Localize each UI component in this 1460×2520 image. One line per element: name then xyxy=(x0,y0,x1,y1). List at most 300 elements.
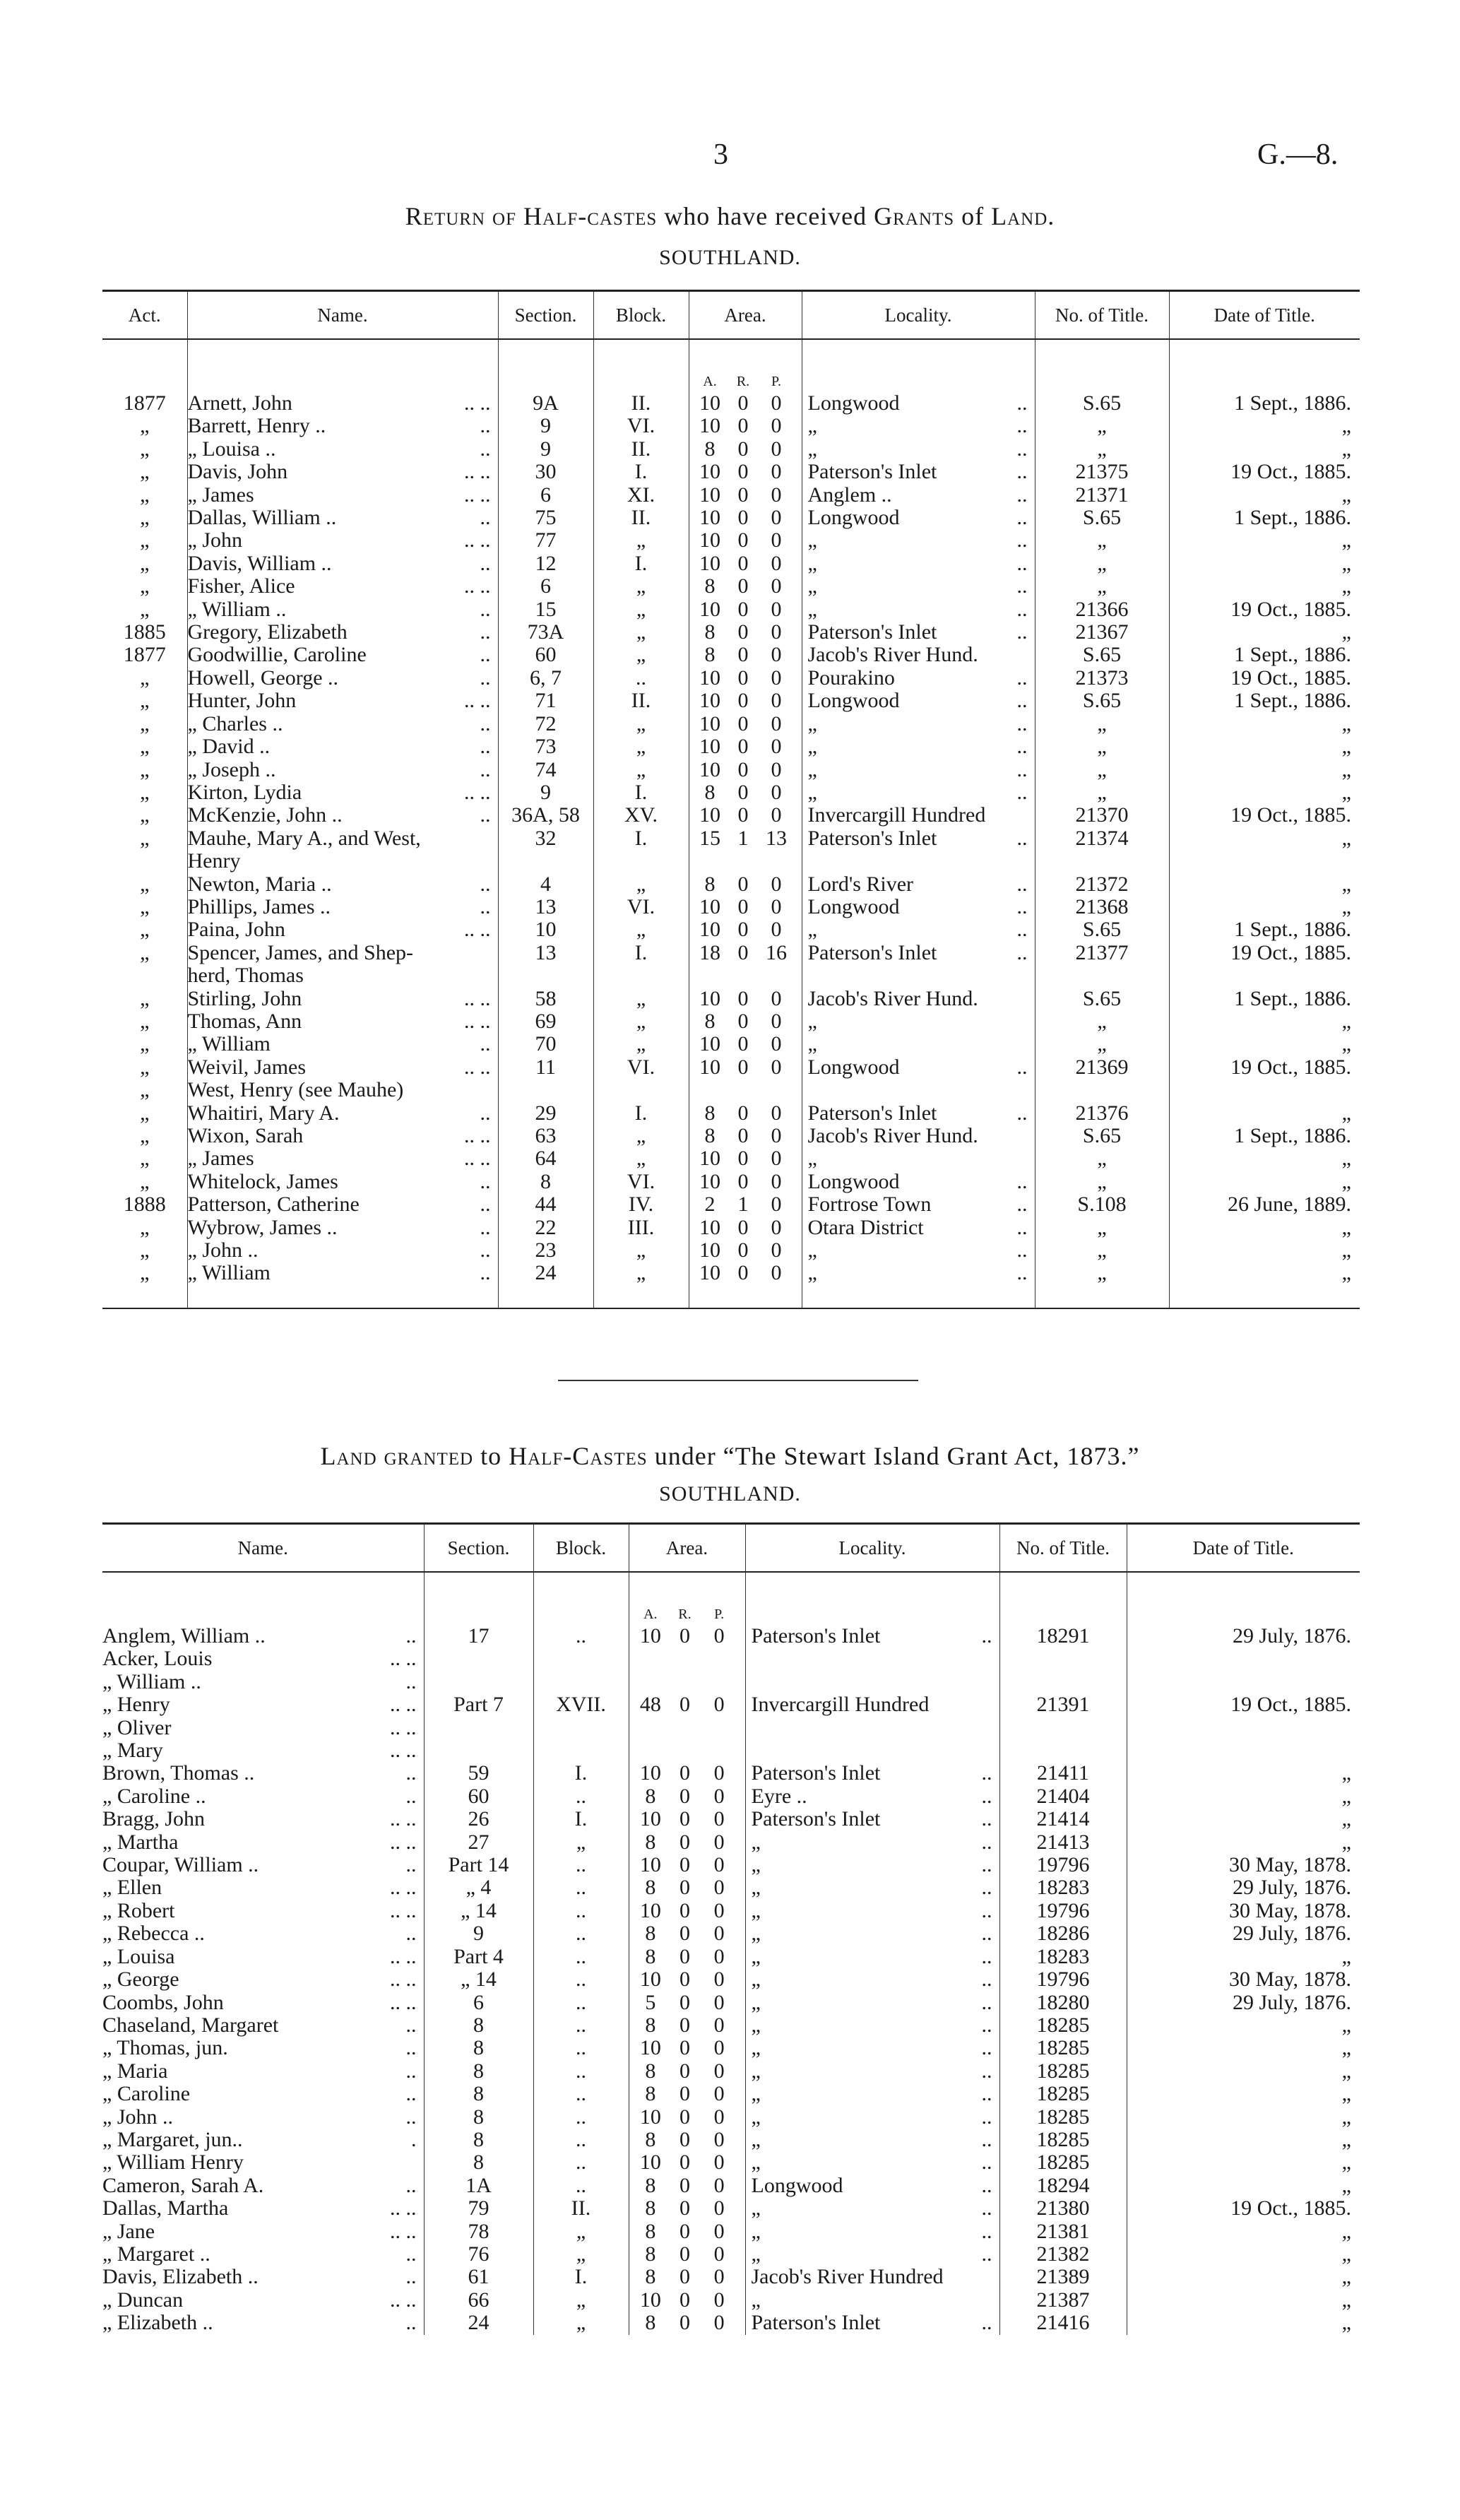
table-row xyxy=(102,964,1360,987)
area-cell xyxy=(689,1217,802,1239)
title-number: 21366 xyxy=(1035,598,1169,621)
table-row xyxy=(102,598,1360,621)
locality-cell xyxy=(745,1762,999,1785)
name-cell xyxy=(102,2220,424,2243)
area-roods: 0 xyxy=(737,415,749,438)
block: .. xyxy=(533,1625,629,1648)
name-cell xyxy=(102,1739,424,1762)
title-date: „ xyxy=(1127,2220,1360,2243)
area-roods: 0 xyxy=(679,2220,690,2243)
locality-cell xyxy=(802,644,1035,666)
title-number: 18285 xyxy=(999,2083,1127,2105)
table-row xyxy=(102,415,1360,437)
area-acres: 5 xyxy=(645,1991,656,2014)
area-cell xyxy=(689,461,802,483)
locality-cell xyxy=(802,667,1035,690)
block: II. xyxy=(593,392,689,415)
area-acres: 8 xyxy=(704,621,716,644)
area-roods: 0 xyxy=(737,781,749,804)
area-cell xyxy=(689,850,802,872)
title-number: 21382 xyxy=(999,2243,1127,2266)
area-perches: 0 xyxy=(771,712,782,735)
area-roods: 0 xyxy=(737,392,749,415)
section: 32 xyxy=(498,827,593,850)
name-cell xyxy=(102,2106,424,2129)
person-name: Bragg, John xyxy=(102,1808,205,1831)
area-acres: 10 xyxy=(639,1854,661,1877)
section: 8 xyxy=(424,2060,533,2083)
name-cell xyxy=(102,2266,424,2288)
name-cell xyxy=(187,1102,498,1125)
area-roods: 1 xyxy=(737,827,749,850)
area-perches: 0 xyxy=(771,621,782,644)
section: 60 xyxy=(498,644,593,666)
table-row xyxy=(102,735,1360,758)
title-date: „ xyxy=(1127,2037,1360,2059)
locality: „ xyxy=(751,2013,761,2037)
title-date: 29 July, 1876. xyxy=(1127,1992,1360,2014)
col-header-title-date: Date of Title. xyxy=(1127,1524,1360,1573)
section: 8 xyxy=(498,1171,593,1193)
locality: Paterson's Inlet xyxy=(807,827,937,850)
table-row xyxy=(102,759,1360,781)
locality-cell xyxy=(802,850,1035,872)
area-perches: 0 xyxy=(713,1991,725,2014)
locality: „ xyxy=(751,1830,761,1854)
name-cell xyxy=(102,1808,424,1830)
area-perches: 0 xyxy=(713,2242,725,2266)
title-number xyxy=(1035,1079,1169,1101)
person-name: Stirling, John xyxy=(187,987,302,1010)
area-perches: 0 xyxy=(771,1010,782,1033)
locality: „ xyxy=(807,735,817,759)
title-date: „ xyxy=(1127,2175,1360,2197)
title-number: 18285 xyxy=(999,2014,1127,2037)
locality: „ xyxy=(807,529,817,552)
person-name: Newton, Maria .. xyxy=(187,872,332,896)
section: 26 xyxy=(424,1808,533,1830)
leader-dots: .. xyxy=(1016,483,1028,507)
area-acres: 8 xyxy=(704,872,716,896)
section: 73 xyxy=(498,735,593,758)
leader-dots: .. xyxy=(1016,437,1028,461)
leader-dots: .. xyxy=(405,1670,417,1693)
act-year: „ xyxy=(140,712,150,735)
block: „ xyxy=(593,1239,689,1262)
area-acres: 10 xyxy=(699,735,720,759)
act-year: „ xyxy=(140,598,150,621)
area-roods: 0 xyxy=(737,1125,749,1147)
block: II. xyxy=(533,2197,629,2220)
stewart-island-grants-table xyxy=(102,1522,1360,2335)
title-number: 21367 xyxy=(1035,621,1169,644)
area-acres: 10 xyxy=(699,918,720,942)
area-cell xyxy=(629,2289,745,2312)
area-perches: 0 xyxy=(771,804,782,827)
area-cell xyxy=(689,529,802,552)
block: „ xyxy=(593,759,689,781)
area-cell xyxy=(629,1739,745,1762)
block: II. xyxy=(593,507,689,529)
area-acres: 48 xyxy=(639,1693,661,1717)
locality-cell xyxy=(802,1217,1035,1239)
area-roods: 0 xyxy=(679,2242,690,2266)
leader-dots: .. xyxy=(981,1785,992,1808)
name-cell xyxy=(187,1193,498,1216)
act-year: „ xyxy=(140,461,150,484)
area-cell xyxy=(689,1125,802,1147)
section-divider xyxy=(558,1380,918,1381)
block: „ xyxy=(593,918,689,941)
leader-dots: .. .. xyxy=(390,1830,417,1854)
title-date: „ xyxy=(1127,2266,1360,2288)
leader-dots: .. xyxy=(981,2083,992,2106)
area-roods: 0 xyxy=(737,644,749,667)
leader-dots: .. xyxy=(1016,507,1028,530)
area-roods: 0 xyxy=(679,1785,690,1808)
name-cell xyxy=(102,2312,424,2334)
act-year: „ xyxy=(140,1170,150,1193)
title-date: 30 May, 1878. xyxy=(1127,1968,1360,1991)
section: 64 xyxy=(498,1147,593,1170)
name-cell xyxy=(187,690,498,712)
locality: Paterson's Inlet xyxy=(751,1808,881,1831)
block: I. xyxy=(593,827,689,850)
leader-dots: .. .. xyxy=(390,1693,417,1717)
section xyxy=(498,850,593,872)
table-row xyxy=(102,1217,1360,1239)
leader-dots: .. xyxy=(480,415,491,438)
leader-dots: .. .. xyxy=(390,2220,417,2243)
area-cell xyxy=(689,1147,802,1170)
locality: Paterson's Inlet xyxy=(807,621,937,644)
name-cell xyxy=(187,461,498,483)
table-row xyxy=(102,1739,1360,1762)
area-roods: 0 xyxy=(737,872,749,896)
area-acres: 10 xyxy=(699,1147,720,1171)
locality-cell xyxy=(745,2243,999,2266)
area-perches: 0 xyxy=(713,2312,725,2335)
leader-dots: .. xyxy=(405,2059,417,2083)
person-name: Phillips, James .. xyxy=(187,895,331,918)
title-number: 21404 xyxy=(999,1785,1127,1808)
title-number: 18291 xyxy=(999,1625,1127,1648)
section: 59 xyxy=(424,1762,533,1785)
title-date: 1 Sept., 1886. xyxy=(1169,690,1360,712)
leader-dots: .. xyxy=(480,1101,491,1125)
area-perches: 0 xyxy=(713,2151,725,2175)
leader-dots: .. xyxy=(405,2083,417,2106)
block: I. xyxy=(533,1808,629,1830)
area-roods: 0 xyxy=(679,2013,690,2037)
area-roods: 0 xyxy=(737,621,749,644)
area-roods: 0 xyxy=(679,1945,690,1968)
name-cell xyxy=(102,1992,424,2014)
locality: „ xyxy=(751,1945,761,1968)
area-cell xyxy=(689,1056,802,1079)
locality: Jacob's River Hund. xyxy=(807,644,978,667)
title-date: „ xyxy=(1169,896,1360,918)
leader-dots: .. xyxy=(1016,918,1028,942)
area-acres: 10 xyxy=(699,552,720,575)
person-name: Coupar, William .. xyxy=(102,1854,259,1877)
title-number: 19796 xyxy=(999,1900,1127,1922)
title-date: „ xyxy=(1169,529,1360,552)
block: .. xyxy=(533,2151,629,2174)
locality-cell xyxy=(745,1648,999,1670)
leader-dots: .. xyxy=(480,895,491,918)
locality-cell xyxy=(745,1922,999,1945)
table-row xyxy=(102,1671,1360,1693)
title-number: S.65 xyxy=(1035,507,1169,529)
area-acres: 8 xyxy=(704,781,716,804)
block: .. xyxy=(533,2106,629,2129)
area-cell xyxy=(689,1079,802,1101)
block: „ xyxy=(593,529,689,552)
area-roods: 0 xyxy=(679,2105,690,2129)
act-year: „ xyxy=(140,987,150,1010)
block: I. xyxy=(593,1102,689,1125)
area-acres: 10 xyxy=(639,1899,661,1922)
leader-dots: .. xyxy=(1016,895,1028,918)
locality-cell xyxy=(802,1125,1035,1147)
area-acres: 10 xyxy=(699,895,720,918)
leader-dots: .. xyxy=(480,735,491,759)
locality-cell xyxy=(745,1876,999,1899)
table-row xyxy=(102,2083,1360,2105)
title-number: „ xyxy=(1035,1171,1169,1193)
locality-cell xyxy=(802,1193,1035,1216)
act-year: „ xyxy=(140,529,150,552)
leader-dots: .. .. xyxy=(464,529,491,552)
title-number: 18283 xyxy=(999,1876,1127,1899)
area-cell xyxy=(689,667,802,690)
block: „ xyxy=(593,988,689,1010)
title-date: „ xyxy=(1169,621,1360,644)
col-header-act: Act. xyxy=(102,291,187,340)
area-roods: 0 xyxy=(737,690,749,713)
leader-dots: .. xyxy=(981,1991,992,2014)
act-year: 1888 xyxy=(123,1193,166,1217)
title-date xyxy=(1169,1079,1360,1101)
leader-dots: .. xyxy=(480,758,491,781)
person-name: „ Ellen xyxy=(102,1876,162,1900)
leader-dots: .. xyxy=(981,1945,992,1968)
act-year: „ xyxy=(140,872,150,896)
title-number: 21374 xyxy=(1035,827,1169,850)
locality-cell xyxy=(802,918,1035,941)
area-cell xyxy=(629,2243,745,2266)
person-name: „ Louisa .. xyxy=(187,437,276,461)
locality-cell xyxy=(745,1831,999,1854)
section: 8 xyxy=(424,2083,533,2105)
locality-cell xyxy=(802,461,1035,483)
locality-cell xyxy=(802,621,1035,644)
title-date: 29 July, 1876. xyxy=(1127,1876,1360,1899)
locality: „ xyxy=(807,758,817,781)
area-perches: 0 xyxy=(771,1193,782,1217)
area-cell xyxy=(689,827,802,850)
section: 8 xyxy=(424,2129,533,2151)
name-cell xyxy=(187,759,498,781)
area-cell xyxy=(629,1900,745,1922)
section: 66 xyxy=(424,2289,533,2312)
block: .. xyxy=(533,2083,629,2105)
locality: Paterson's Inlet xyxy=(807,461,937,484)
area-cell xyxy=(689,415,802,437)
title-number: 18285 xyxy=(999,2129,1127,2151)
table2-title: Land granted to Half-Castes under “The Stewart Island Grant Act, 1873.” xyxy=(320,1442,1140,1470)
area-acres: 10 xyxy=(699,1033,720,1056)
area-perches: 0 xyxy=(713,2083,725,2106)
leader-dots: .. xyxy=(1016,781,1028,804)
leader-dots: .. xyxy=(480,1170,491,1193)
table-row xyxy=(102,2151,1360,2174)
title-date: 19 Oct., 1885. xyxy=(1127,2197,1360,2220)
section: Part 4 xyxy=(424,1946,533,1968)
leader-dots: .. .. xyxy=(390,2197,417,2220)
table-row xyxy=(102,804,1360,827)
locality: Paterson's Inlet xyxy=(807,941,937,964)
area-perches: 0 xyxy=(713,1945,725,1968)
area-cell xyxy=(629,1785,745,1808)
name-cell xyxy=(187,552,498,575)
block: .. xyxy=(593,667,689,690)
title-number: 21387 xyxy=(999,2289,1127,2312)
title-date: „ xyxy=(1169,1147,1360,1170)
locality-cell xyxy=(745,1785,999,1808)
name-cell xyxy=(102,1968,424,1991)
locality: „ xyxy=(807,552,817,575)
title-date: „ xyxy=(1127,1762,1360,1785)
block: XV. xyxy=(593,804,689,827)
area-perches: 0 xyxy=(713,1625,725,1648)
name-cell xyxy=(102,1785,424,1808)
locality: „ xyxy=(751,2059,761,2083)
section: 15 xyxy=(498,598,593,621)
leader-dots: .. xyxy=(981,1899,992,1922)
area-acres: 10 xyxy=(699,666,720,690)
name-cell xyxy=(187,1056,498,1079)
section: 4 xyxy=(498,873,593,896)
person-name: „ William .. xyxy=(187,598,287,621)
area-roods: 0 xyxy=(679,1830,690,1854)
name-cell xyxy=(187,575,498,598)
table-row xyxy=(102,1239,1360,1262)
person-name: Davis, William .. xyxy=(187,552,332,575)
locality-cell xyxy=(745,1739,999,1762)
locality-cell xyxy=(802,1239,1035,1262)
leader-dots: .. xyxy=(1016,735,1028,759)
leader-dots: .. .. xyxy=(390,1899,417,1922)
title-number: „ xyxy=(1035,1239,1169,1262)
table-row xyxy=(102,1922,1360,1945)
leader-dots: .. xyxy=(981,2151,992,2175)
area-roods: 0 xyxy=(679,1899,690,1922)
title-date: 1 Sept., 1886. xyxy=(1169,507,1360,529)
name-cell xyxy=(187,392,498,415)
title-date: „ xyxy=(1127,2106,1360,2129)
act-year: „ xyxy=(140,1216,150,1239)
area-roods: 0 xyxy=(737,1147,749,1171)
area-acres: 10 xyxy=(699,461,720,484)
area-perches: 0 xyxy=(713,2288,725,2312)
block: .. xyxy=(533,1968,629,1991)
person-name: Anglem, William .. xyxy=(102,1625,266,1648)
locality-cell xyxy=(745,2151,999,2174)
title-date: 19 Oct., 1885. xyxy=(1169,598,1360,621)
area-perches: 0 xyxy=(713,1830,725,1854)
act-year: „ xyxy=(140,575,150,598)
leader-dots: .. xyxy=(405,1854,417,1877)
name-cell xyxy=(187,804,498,827)
col-header-block: Block. xyxy=(593,291,689,340)
area-roods: 0 xyxy=(737,1262,749,1285)
name-cell xyxy=(187,1239,498,1262)
area-roods: 0 xyxy=(679,2083,690,2106)
person-name: Weivil, James xyxy=(187,1055,307,1079)
area-perches: 0 xyxy=(771,1055,782,1079)
title-number xyxy=(999,1739,1127,1762)
leader-dots: .. .. xyxy=(464,575,491,598)
locality-cell xyxy=(802,964,1035,987)
leader-dots: .. .. xyxy=(390,1716,417,1739)
area-units-header: A. R. P. xyxy=(643,1607,725,1622)
act-year: „ xyxy=(140,895,150,918)
area-perches: 0 xyxy=(771,1147,782,1171)
locality: Jacob's River Hund. xyxy=(807,987,978,1010)
title-date: „ xyxy=(1169,781,1360,804)
name-cell xyxy=(187,988,498,1010)
block xyxy=(593,1079,689,1101)
locality-cell xyxy=(802,759,1035,781)
area-cell xyxy=(629,1831,745,1854)
locality: „ xyxy=(751,1876,761,1900)
locality: Longwood xyxy=(807,507,900,530)
person-name: „ Thomas, jun. xyxy=(102,2037,228,2060)
area-roods: 0 xyxy=(679,1968,690,1992)
table-row xyxy=(102,1785,1360,1808)
locality: Pourakino xyxy=(807,666,895,690)
person-name: Whaitiri, Mary A. xyxy=(187,1101,340,1125)
area-cell xyxy=(629,1693,745,1716)
act-year: „ xyxy=(140,483,150,507)
area-cell xyxy=(689,713,802,735)
table2-subtitle: SOUTHLAND. xyxy=(659,1482,801,1506)
person-name: Thomas, Ann xyxy=(187,1010,302,1033)
area-roods: 0 xyxy=(737,483,749,507)
block: „ xyxy=(593,621,689,644)
title-number xyxy=(999,1671,1127,1693)
name-cell xyxy=(187,1079,498,1101)
section: 9A xyxy=(498,392,593,415)
leader-dots: .. xyxy=(1016,666,1028,690)
title-number: „ xyxy=(1035,759,1169,781)
title-date: „ xyxy=(1127,2083,1360,2105)
leader-dots: .. xyxy=(1016,1239,1028,1262)
locality: Invercargill Hundred xyxy=(807,804,986,827)
area-perches: 0 xyxy=(771,1033,782,1056)
title-number: S.65 xyxy=(1035,690,1169,712)
title-number: 18294 xyxy=(999,2175,1127,2197)
name-cell xyxy=(187,896,498,918)
name-cell xyxy=(102,2129,424,2151)
area-roods: 0 xyxy=(679,1762,690,1785)
act-year: „ xyxy=(140,666,150,690)
title-date: „ xyxy=(1127,2151,1360,2174)
section: 58 xyxy=(498,988,593,1010)
title-date: 19 Oct., 1885. xyxy=(1169,942,1360,964)
